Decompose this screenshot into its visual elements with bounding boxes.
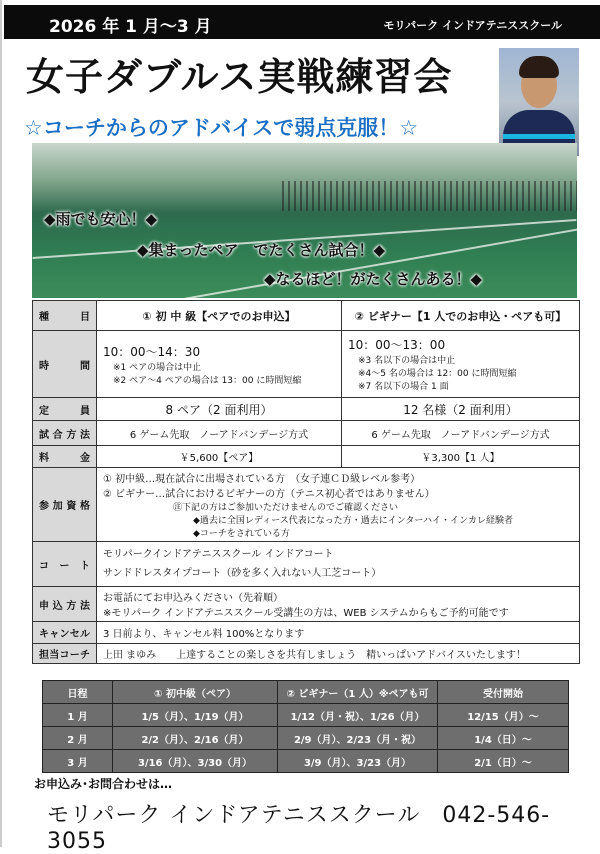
- time-note: ※2 ペア～4 ペアの場合は 13：00 に時間短縮: [113, 375, 302, 386]
- page-title: 女子ダブルス実戦練習会: [26, 55, 453, 99]
- schedule-cell: 3 月: [43, 750, 113, 773]
- slogan-1: ◆雨でも安心！◆: [44, 210, 158, 228]
- course1-method: 6 ゲーム先取 ノーアドバンデージ方式: [97, 421, 342, 446]
- row-label: 参加資格: [33, 468, 97, 542]
- schedule-cell: 1/4（日）～: [438, 727, 569, 750]
- eligibility-line: ① 初中級…現在試合に出場されている方 （女子連ＣＤ級レベル参考）: [103, 474, 421, 485]
- row-label: コート: [33, 542, 97, 587]
- schedule-row: [43, 727, 569, 750]
- row-label: 試合方法: [33, 421, 97, 446]
- schedule-header: [43, 681, 569, 704]
- schedule-table: [42, 680, 569, 773]
- table-row: [33, 542, 580, 587]
- schedule-cell: 1/5（月）、1/19（月）: [113, 704, 278, 727]
- course2-time: [342, 331, 580, 398]
- schedule-cell: 2/2（月）、2/16（月）: [113, 727, 278, 750]
- court-line: モリパークインドアテニススクール インドアコート: [103, 549, 334, 560]
- slogan-2: ◆集まったペア でたくさん試合！◆: [137, 241, 386, 259]
- coach-photo: [499, 48, 579, 156]
- time-note: ※7 名以下の場合 1 面: [358, 382, 449, 392]
- court-cell: [97, 542, 580, 587]
- header-bar: [4, 5, 600, 39]
- contact-line: [47, 798, 600, 854]
- apply-cell: [97, 587, 580, 622]
- coach-text: 上田 まゆみ 上達することの楽しさを共有しましょう 精いっぱいアドバイスいたします！: [97, 644, 580, 664]
- schedule-cell: 3/9（月）、3/23（月）: [278, 750, 438, 773]
- row-label: キャンセル: [33, 622, 97, 644]
- course1-time: [97, 331, 342, 398]
- row-label: 担当コーチ: [33, 644, 97, 664]
- schedule-cell: 3/16（月）、3/30（月）: [113, 750, 278, 773]
- info-table: [32, 300, 580, 664]
- subtitle: ☆コーチからのアドバイスで弱点克服！☆: [24, 116, 419, 140]
- course2-header: ② ビギナー【1 人でのお申込・ペアも可】: [342, 301, 580, 331]
- table-row: [33, 301, 580, 331]
- row-label: 定 員: [33, 398, 97, 421]
- cancel-text: 3 日前より、キャンセル料 100%となります: [97, 622, 580, 644]
- footer-school: モリパーク インドアテニススクール: [47, 803, 421, 828]
- table-row: [33, 587, 580, 622]
- row-label: 申込方法: [33, 587, 97, 622]
- table-row: [33, 644, 580, 664]
- schedule-row: [43, 704, 569, 727]
- slogan-3: ◆なるほど！がたくさんある！◆: [264, 270, 483, 288]
- schedule-header-cell: 受付開始: [438, 681, 569, 704]
- eligibility-note: ㊟下記の方はご参加いただけませんのでご確認ください: [173, 503, 399, 513]
- schedule-cell: 1 月: [43, 704, 113, 727]
- period: 2026 年 1 月～3 月: [49, 17, 212, 37]
- course2-method: 6 ゲーム先取 ノーアドバンデージ方式: [342, 421, 580, 446]
- time-note: ※1 ペアの場合は中止: [113, 362, 202, 373]
- table-row: [33, 421, 580, 446]
- eligibility-cell: [97, 468, 580, 542]
- course1-fee: ￥5,600【ペア】: [97, 446, 342, 468]
- row-label: 種 目: [33, 301, 97, 331]
- schedule-cell: 1/12（月・祝）、1/26（月）: [278, 704, 438, 727]
- row-label: 料 金: [33, 446, 97, 468]
- eligibility-bullet: ◆コーチをされている方: [193, 529, 290, 539]
- course2-fee: ￥3,300【1 人】: [342, 446, 580, 468]
- table-row: [33, 331, 580, 398]
- schedule-header-cell: 日程: [43, 681, 113, 704]
- schedule-cell: 2/9（月）、2/23（月・祝）: [278, 727, 438, 750]
- time-note: ※4～5 名の場合は 12：00 に時間短縮: [358, 369, 517, 379]
- time-value: 10：00～13：00: [348, 338, 446, 352]
- course1-header: ① 初 中 級【ペアでのお申込】: [97, 301, 342, 331]
- eligibility-line: ② ビギナー…試合におけるビギナーの方（テニス初心者ではありません）: [103, 489, 435, 500]
- eligibility-bullet: ◆過去に全国レディース代表になった方・過去にインターハイ・インカレ経験者: [193, 516, 513, 526]
- schedule-header-cell: ① 初中級（ペア）: [113, 681, 278, 704]
- school-name: モリパーク インドアテニススクール: [383, 19, 562, 32]
- table-row: [33, 446, 580, 468]
- course1-capacity: 8 ペア（2 面利用）: [97, 398, 342, 421]
- schedule-cell: 2 月: [43, 727, 113, 750]
- contact-label: お申込み･お問合わせは…: [34, 777, 173, 791]
- schedule-cell: 2/1（日）～: [438, 750, 569, 773]
- table-row: [33, 622, 580, 644]
- apply-line: お電話にてお申込みください（先着順）: [103, 593, 283, 604]
- schedule-row: [43, 750, 569, 773]
- schedule-cell: 12/15（月）～: [438, 704, 569, 727]
- time-note: ※3 名以下の場合は中止: [358, 356, 456, 366]
- row-label: 時 間: [33, 331, 97, 398]
- court-line: サンドドレスタイプコート（砂を多く入れない人工芝コート）: [103, 568, 382, 579]
- table-row: [33, 398, 580, 421]
- table-row: [33, 468, 580, 542]
- time-value: 10：00～14：30: [103, 344, 201, 359]
- apply-line: ※モリパーク インドアテニススクール受講生の方は、WEB システムからもご予約可能です: [103, 608, 509, 619]
- phone-number[interactable]: 042-546-3055: [47, 803, 551, 854]
- schedule-header-cell: ② ビギナー（1 人）※ペアも可: [278, 681, 438, 704]
- course2-capacity: 12 名様（2 面利用）: [342, 398, 580, 421]
